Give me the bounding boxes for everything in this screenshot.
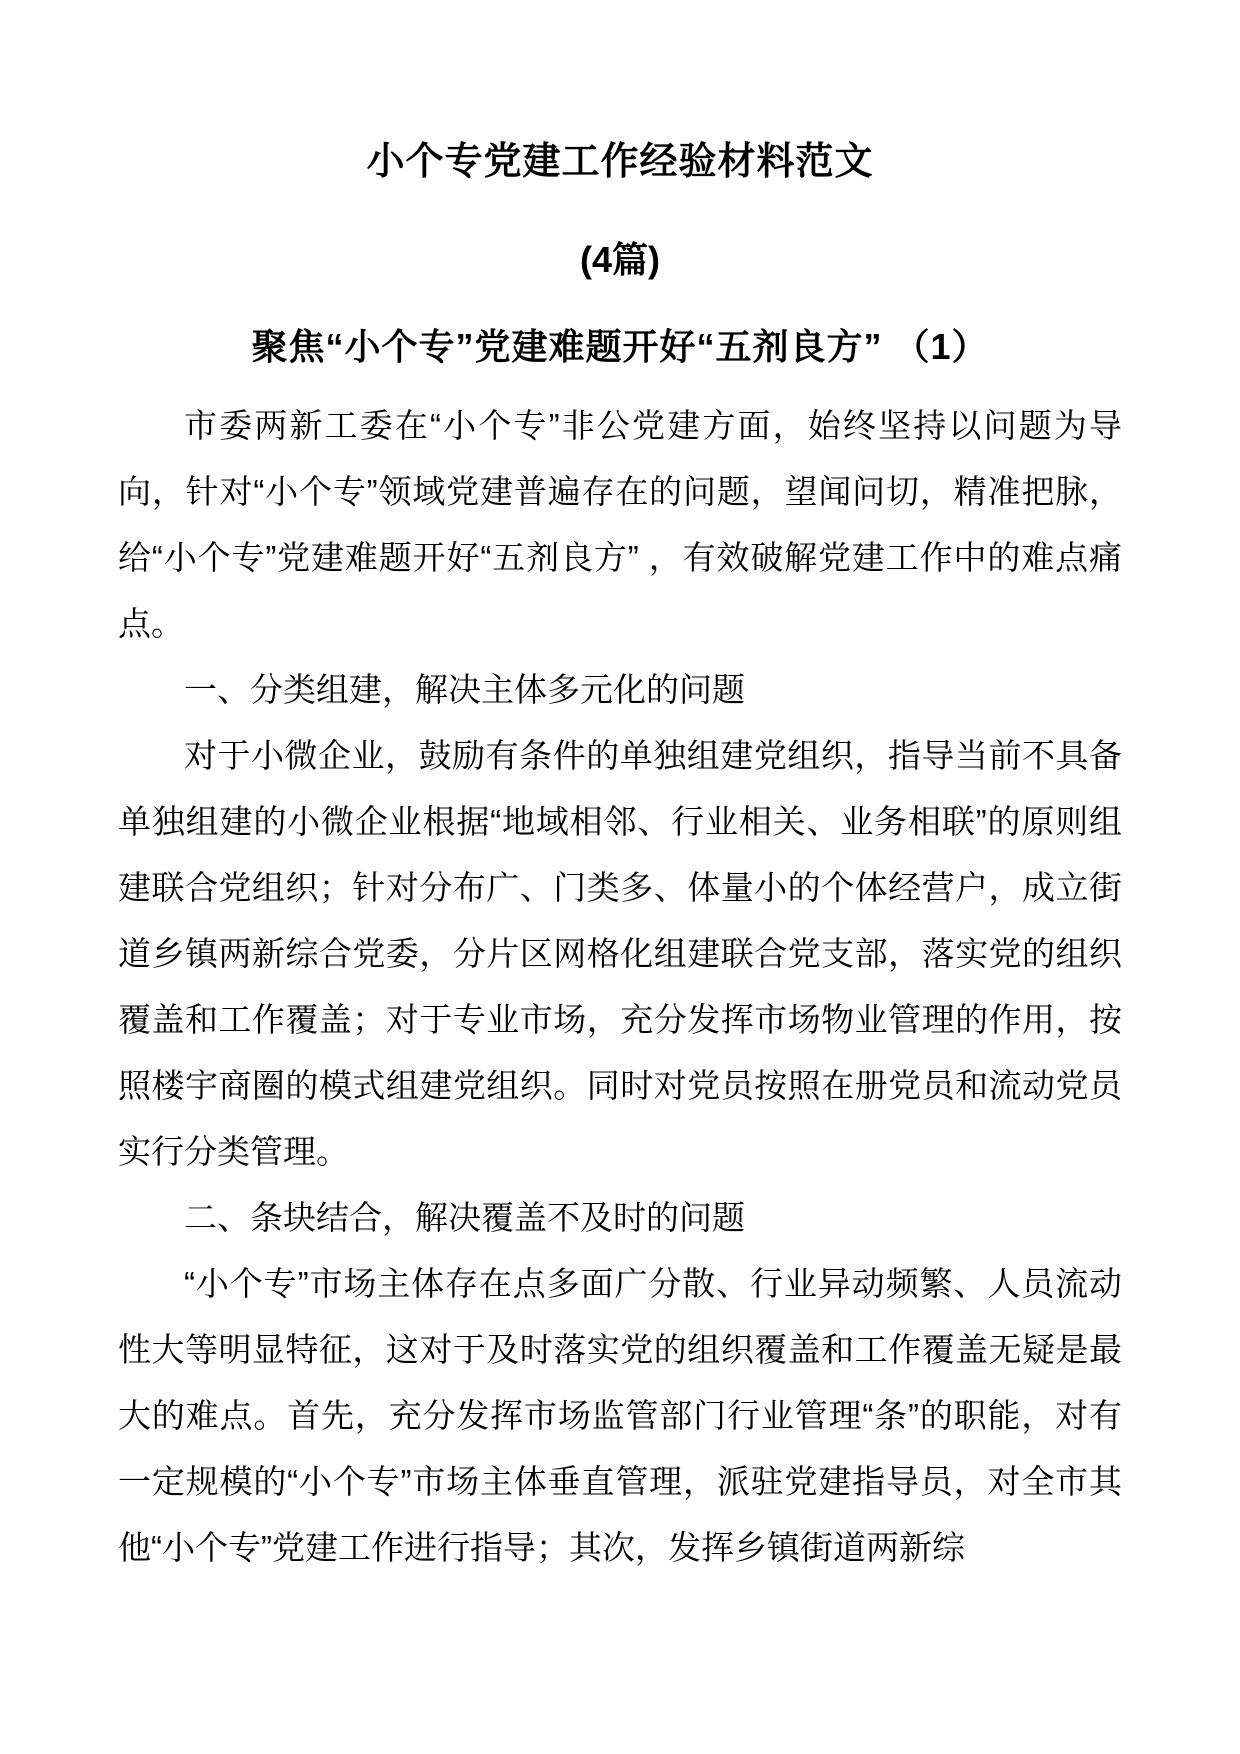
paragraph-section-1: 对于小微企业，鼓励有条件的单独组建党组织，指导当前不具备单独组建的小微企业根据“地域相邻、行业相关、业务相联”的原则组建联合党组织；针对分布广、门类多、体量小的个体经营户，成立街道乡镇两新综合党委，分片区网格化组建联合党支部，落实党的组织覆盖和工作覆盖；对于专业市场，充分发挥市场物业管理的作用，按照楼宇商圈的模式组建党组织。同时对党员按照在册党员和流动党员实行分类管理。 [118, 737, 1122, 1170]
article-body [118, 393, 1122, 1581]
paragraph-intro: 市委两新工委在“小个专”非公党建方面，始终坚持以问题为导向，针对“小个专”领域党建普遍存在的问题，望闻问切，精准把脉，给“小个专”党建难题开好“五剂良方” ，有效破解党建工作中的难点痛点。 [118, 407, 1122, 642]
document-title: 小个专党建工作经验材料范文 [366, 141, 874, 183]
section-subheading-2: 二、条块结合，解决覆盖不及时的问题 [184, 1199, 745, 1236]
section-subheading-1: 一、分类组建，解决主体多元化的问题 [184, 671, 745, 708]
document-piece-count: (4篇) [580, 239, 660, 280]
paragraph-section-2: “小个专”市场主体存在点多面广分散、行业异动频繁、人员流动性大等明显特征，这对于及时落实党的组织覆盖和工作覆盖无疑是最大的难点。首先，充分发挥市场监管部门行业管理“条”的职能，对有一定规模的“小个专”市场主体垂直管理，派驻党建指导员，对全市其他“小个专”党建工作进行指导；其次，发挥乡镇街道两新综 [118, 1265, 1122, 1566]
article-heading: 聚焦“小个专”党建难题开好“五剂良方” （1） [251, 326, 989, 367]
